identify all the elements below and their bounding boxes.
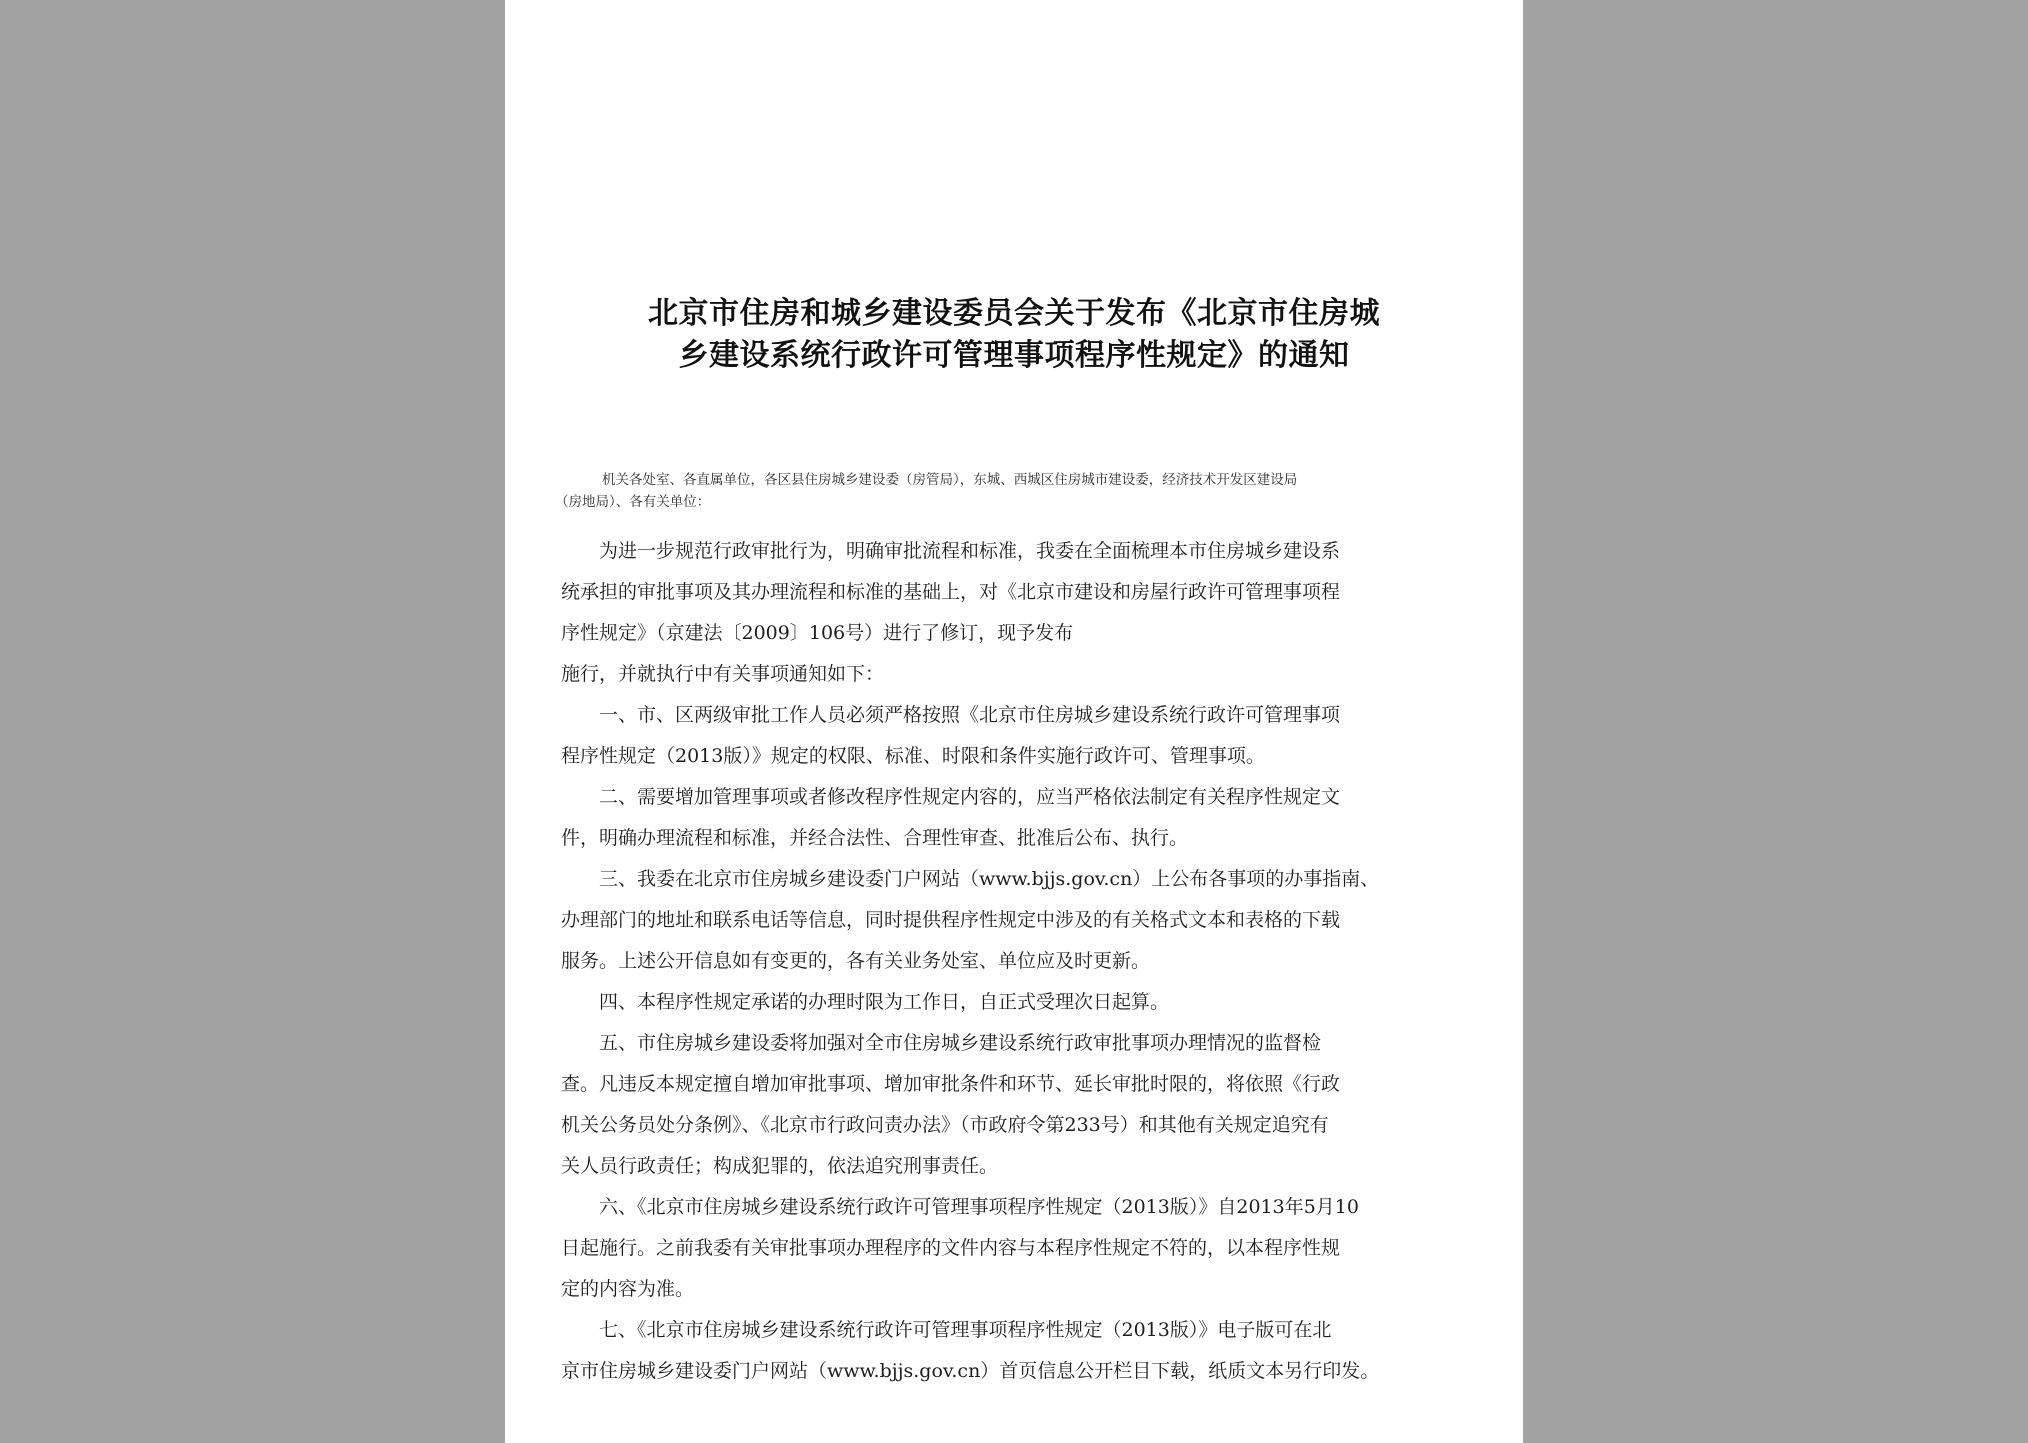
- addressee-line-2: （房地局）、各有关单位：: [555, 494, 711, 510]
- body-line-21: 京市住房城乡建设委门户网站（www.bjjs.gov.cn）首页信息公开栏目下载，纸质文本另行印发。: [561, 1360, 1380, 1382]
- body-line-3: 序性规定》（京建法〔2009〕106号）进行了修订，现予发布: [561, 622, 1074, 644]
- body-line-5: 一、市、区两级审批工作人员必须严格按照《北京市住房城乡建设系统行政许可管理事项: [599, 704, 1341, 726]
- body-line-9: 三、我委在北京市住房城乡建设委门户网站（www.bjjs.gov.cn）上公布各事项的办事指南、: [599, 868, 1380, 890]
- body-line-13: 五、市住房城乡建设委将加强对全市住房城乡建设系统行政审批事项办理情况的监督检: [599, 1032, 1322, 1054]
- document-page: [505, 0, 1523, 1443]
- body-line-14: 查。凡违反本规定擅自增加审批事项、增加审批条件和环节、延长审批时限的，将依照《行政: [561, 1073, 1341, 1095]
- title-line-1: 北京市住房和城乡建设委员会关于发布《北京市住房城: [648, 296, 1380, 331]
- body-line-15: 机关公务员处分条例》、《北京市行政问责办法》（市政府令第233号）和其他有关规定追究有: [561, 1114, 1329, 1136]
- body-line-11: 服务。上述公开信息如有变更的，各有关业务处室、单位应及时更新。: [561, 950, 1151, 972]
- body-line-2: 统承担的审批事项及其办理流程和标准的基础上，对《北京市建设和房屋行政许可管理事项程: [561, 581, 1341, 603]
- addressee-block: [555, 469, 1473, 513]
- body-line-12: 四、本程序性规定承诺的办理时限为工作日，自正式受理次日起算。: [599, 991, 1170, 1013]
- body-line-6: 程序性规定（2013版）》规定的权限、标准、时限和条件实施行政许可、管理事项。: [561, 745, 1265, 767]
- body-line-17: 六、《北京市住房城乡建设系统行政许可管理事项程序性规定（2013版）》自2013年5月10: [599, 1196, 1359, 1218]
- body-line-8: 件，明确办理流程和标准，并经合法性、合理性审查、批准后公布、执行。: [561, 827, 1189, 849]
- body-line-10: 办理部门的地址和联系电话等信息，同时提供程序性规定中涉及的有关格式文本和表格的下载: [561, 909, 1341, 931]
- body-line-18: 日起施行。之前我委有关审批事项办理程序的文件内容与本程序性规定不符的，以本程序性规: [561, 1237, 1341, 1259]
- body-line-7: 二、需要增加管理事项或者修改程序性规定内容的，应当严格依法制定有关程序性规定文: [599, 786, 1341, 808]
- body-line-20: 七、《北京市住房城乡建设系统行政许可管理事项程序性规定（2013版）》电子版可在北: [599, 1319, 1332, 1341]
- document-body: [561, 531, 1471, 1392]
- title-line-2: 乡建设系统行政许可管理事项程序性规定》的通知: [678, 338, 1350, 373]
- document-title: [555, 293, 1473, 377]
- body-line-1: 为进一步规范行政审批行为，明确审批流程和标准，我委在全面梳理本市住房城乡建设系: [599, 540, 1341, 562]
- body-line-4: 施行，并就执行中有关事项通知如下：: [561, 663, 885, 685]
- body-line-19: 定的内容为准。: [561, 1278, 695, 1300]
- addressee-line-1: 机关各处室、各直属单位，各区县住房城乡建设委（房管局），东城、西城区住房城市建设委，经济技术开发区建设局: [602, 472, 1298, 488]
- body-line-16: 关人员行政责任；构成犯罪的，依法追究刑事责任。: [561, 1155, 999, 1177]
